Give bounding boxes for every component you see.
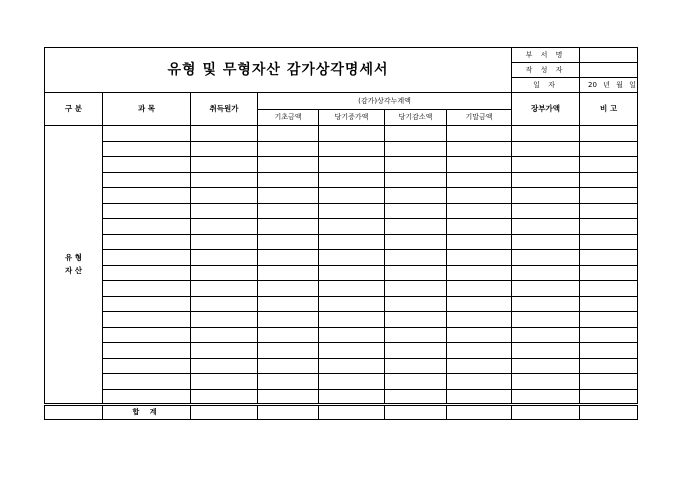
table-cell[interactable] — [319, 281, 385, 297]
table-cell[interactable] — [512, 265, 580, 281]
table-cell[interactable] — [103, 374, 191, 390]
table-row — [45, 281, 638, 297]
header-acquisition-cost: 취득원가 — [191, 93, 258, 126]
table-cell[interactable] — [258, 219, 319, 235]
table-cell[interactable] — [512, 219, 580, 235]
table-cell[interactable] — [103, 312, 191, 328]
table-cell[interactable] — [447, 188, 512, 204]
table-row — [45, 343, 638, 359]
table-cell[interactable] — [258, 312, 319, 328]
table-cell[interactable] — [385, 281, 447, 297]
table-cell[interactable] — [385, 157, 447, 173]
total-cell[interactable] — [319, 405, 385, 420]
table-cell[interactable] — [103, 358, 191, 374]
total-cell[interactable] — [512, 405, 580, 420]
table-cell[interactable] — [447, 312, 512, 328]
table-cell[interactable] — [385, 358, 447, 374]
table-cell[interactable] — [385, 219, 447, 235]
table-cell[interactable] — [580, 265, 638, 281]
category-label-line1: 유 형 — [64, 252, 83, 262]
table-row — [45, 141, 638, 157]
table-cell[interactable] — [191, 358, 258, 374]
table-cell[interactable] — [258, 358, 319, 374]
table-cell[interactable] — [385, 327, 447, 343]
table-cell[interactable] — [258, 343, 319, 359]
category-label-line2: 자 산 — [64, 265, 83, 275]
table-row — [45, 157, 638, 173]
table-cell[interactable] — [319, 188, 385, 204]
table-cell[interactable] — [385, 312, 447, 328]
table-cell[interactable] — [512, 172, 580, 188]
table-cell[interactable] — [447, 250, 512, 266]
total-cell[interactable] — [447, 405, 512, 420]
total-cell[interactable] — [385, 405, 447, 420]
table-cell[interactable] — [103, 219, 191, 235]
table-cell[interactable] — [103, 281, 191, 297]
meta-label-date: 일 자 — [512, 78, 580, 93]
table-cell[interactable] — [512, 358, 580, 374]
table-cell[interactable] — [103, 157, 191, 173]
table-cell[interactable] — [385, 203, 447, 219]
table-cell[interactable] — [385, 250, 447, 266]
table-cell[interactable] — [385, 296, 447, 312]
table-cell[interactable] — [580, 203, 638, 219]
table-cell[interactable] — [512, 296, 580, 312]
table-cell[interactable] — [319, 265, 385, 281]
table-cell[interactable] — [319, 203, 385, 219]
table-cell[interactable] — [385, 265, 447, 281]
table-cell[interactable] — [191, 250, 258, 266]
table-row — [45, 188, 638, 204]
table-row — [45, 126, 638, 142]
table-cell[interactable] — [512, 250, 580, 266]
form-table — [44, 47, 638, 420]
table-cell[interactable] — [580, 281, 638, 297]
table-cell[interactable] — [447, 234, 512, 250]
table-cell[interactable] — [447, 296, 512, 312]
table-cell[interactable] — [385, 374, 447, 390]
table-row — [45, 219, 638, 235]
table-cell[interactable] — [512, 141, 580, 157]
table-cell[interactable] — [512, 157, 580, 173]
table-cell[interactable] — [191, 265, 258, 281]
table-row — [45, 265, 638, 281]
table-cell[interactable] — [191, 126, 258, 142]
total-cell[interactable] — [580, 405, 638, 420]
table-cell[interactable] — [191, 374, 258, 390]
table-cell[interactable] — [580, 219, 638, 235]
table-cell[interactable] — [319, 327, 385, 343]
total-row-blank-cell — [45, 405, 103, 420]
table-cell[interactable] — [319, 126, 385, 142]
total-cell[interactable] — [258, 405, 319, 420]
table-cell[interactable] — [385, 126, 447, 142]
table-cell[interactable] — [103, 265, 191, 281]
table-cell[interactable] — [580, 358, 638, 374]
table-row — [45, 374, 638, 390]
header-period-decrease: 당기감소액 — [385, 110, 447, 126]
table-cell[interactable] — [580, 343, 638, 359]
table-cell[interactable] — [512, 281, 580, 297]
table-cell[interactable] — [580, 374, 638, 390]
table-cell[interactable] — [103, 203, 191, 219]
table-cell[interactable] — [580, 250, 638, 266]
table-cell[interactable] — [258, 281, 319, 297]
table-cell[interactable] — [385, 389, 447, 405]
table-row — [45, 172, 638, 188]
table-cell[interactable] — [319, 358, 385, 374]
category-tangible-assets — [45, 126, 103, 405]
table-cell[interactable] — [319, 343, 385, 359]
table-cell[interactable] — [258, 188, 319, 204]
table-cell[interactable] — [103, 296, 191, 312]
table-cell[interactable] — [191, 141, 258, 157]
table-cell[interactable] — [191, 296, 258, 312]
meta-value-dept[interactable] — [580, 48, 638, 63]
table-cell[interactable] — [447, 157, 512, 173]
table-cell[interactable] — [447, 343, 512, 359]
table-cell[interactable] — [103, 172, 191, 188]
table-row — [45, 250, 638, 266]
table-row — [45, 296, 638, 312]
table-cell[interactable] — [580, 234, 638, 250]
table-cell[interactable] — [258, 389, 319, 405]
table-cell[interactable] — [447, 141, 512, 157]
table-cell[interactable] — [258, 374, 319, 390]
table-cell[interactable] — [447, 374, 512, 390]
table-cell[interactable] — [512, 188, 580, 204]
table-cell[interactable] — [580, 327, 638, 343]
table-cell[interactable] — [512, 203, 580, 219]
table-cell[interactable] — [319, 219, 385, 235]
table-cell[interactable] — [103, 389, 191, 405]
header-accumulated-depreciation: (감가)상각누계액 — [258, 93, 512, 110]
table-cell[interactable] — [258, 157, 319, 173]
table-cell[interactable] — [103, 234, 191, 250]
header-account: 과 목 — [103, 93, 191, 126]
table-cell[interactable] — [580, 188, 638, 204]
table-cell[interactable] — [385, 234, 447, 250]
table-cell[interactable] — [580, 172, 638, 188]
table-cell[interactable] — [447, 358, 512, 374]
table-cell[interactable] — [103, 141, 191, 157]
table-cell[interactable] — [512, 327, 580, 343]
table-cell[interactable] — [191, 219, 258, 235]
table-cell[interactable] — [191, 327, 258, 343]
table-cell[interactable] — [447, 172, 512, 188]
total-label: 합 계 — [103, 405, 191, 420]
table-cell[interactable] — [512, 389, 580, 405]
table-cell[interactable] — [512, 343, 580, 359]
table-cell[interactable] — [319, 157, 385, 173]
table-cell[interactable] — [191, 234, 258, 250]
table-cell[interactable] — [319, 141, 385, 157]
table-cell[interactable] — [447, 126, 512, 142]
table-cell[interactable] — [191, 343, 258, 359]
table-cell[interactable] — [258, 296, 319, 312]
table-cell[interactable] — [191, 172, 258, 188]
table-row — [45, 358, 638, 374]
table-row — [45, 234, 638, 250]
table-cell[interactable] — [258, 250, 319, 266]
table-cell[interactable] — [103, 126, 191, 142]
table-cell[interactable] — [103, 188, 191, 204]
table-cell[interactable] — [385, 188, 447, 204]
table-cell[interactable] — [447, 219, 512, 235]
table-cell[interactable] — [385, 172, 447, 188]
table-cell[interactable] — [512, 312, 580, 328]
table-row — [45, 312, 638, 328]
table-cell[interactable] — [191, 157, 258, 173]
table-cell[interactable] — [258, 126, 319, 142]
header-category: 구 분 — [45, 93, 103, 126]
header-closing-amount: 기말금액 — [447, 110, 512, 126]
table-cell[interactable] — [580, 296, 638, 312]
table-cell[interactable] — [447, 327, 512, 343]
table-cell[interactable] — [191, 203, 258, 219]
meta-value-author[interactable] — [580, 63, 638, 78]
table-cell[interactable] — [191, 312, 258, 328]
table-cell[interactable] — [258, 203, 319, 219]
table-cell[interactable] — [580, 141, 638, 157]
table-row — [45, 389, 638, 405]
table-cell[interactable] — [447, 281, 512, 297]
table-cell[interactable] — [191, 188, 258, 204]
table-cell[interactable] — [512, 126, 580, 142]
table-cell[interactable] — [258, 234, 319, 250]
total-row — [45, 405, 638, 420]
table-cell[interactable] — [447, 389, 512, 405]
table-cell[interactable] — [319, 250, 385, 266]
table-cell[interactable] — [580, 312, 638, 328]
table-row — [45, 203, 638, 219]
header-opening-amount: 기초금액 — [258, 110, 319, 126]
meta-label-dept: 부 서 명 — [512, 48, 580, 63]
table-cell[interactable] — [319, 234, 385, 250]
meta-label-author: 작 성 자 — [512, 63, 580, 78]
table-cell[interactable] — [512, 234, 580, 250]
meta-value-date[interactable]: 20 년 월 일 — [580, 78, 638, 93]
form-title: 유형 및 무형자산 감가상각명세서 — [45, 48, 512, 93]
table-cell[interactable] — [319, 312, 385, 328]
table-cell[interactable] — [319, 374, 385, 390]
table-cell[interactable] — [319, 389, 385, 405]
table-cell[interactable] — [385, 141, 447, 157]
table-cell[interactable] — [385, 343, 447, 359]
header-remarks: 비 고 — [580, 93, 638, 126]
total-cell[interactable] — [191, 405, 258, 420]
table-cell[interactable] — [191, 389, 258, 405]
table-cell[interactable] — [258, 172, 319, 188]
table-cell[interactable] — [258, 327, 319, 343]
table-cell[interactable] — [191, 281, 258, 297]
table-cell[interactable] — [447, 265, 512, 281]
table-cell[interactable] — [103, 343, 191, 359]
table-cell[interactable] — [319, 296, 385, 312]
header-book-value: 장부가액 — [512, 93, 580, 126]
table-cell[interactable] — [580, 157, 638, 173]
table-row — [45, 327, 638, 343]
table-cell[interactable] — [103, 327, 191, 343]
header-period-increase: 당기증가액 — [319, 110, 385, 126]
table-cell[interactable] — [319, 172, 385, 188]
table-cell[interactable] — [580, 389, 638, 405]
table-cell[interactable] — [258, 265, 319, 281]
table-cell[interactable] — [580, 126, 638, 142]
table-cell[interactable] — [258, 141, 319, 157]
table-cell[interactable] — [512, 374, 580, 390]
depreciation-form — [44, 47, 637, 420]
table-cell[interactable] — [103, 250, 191, 266]
table-cell[interactable] — [447, 203, 512, 219]
